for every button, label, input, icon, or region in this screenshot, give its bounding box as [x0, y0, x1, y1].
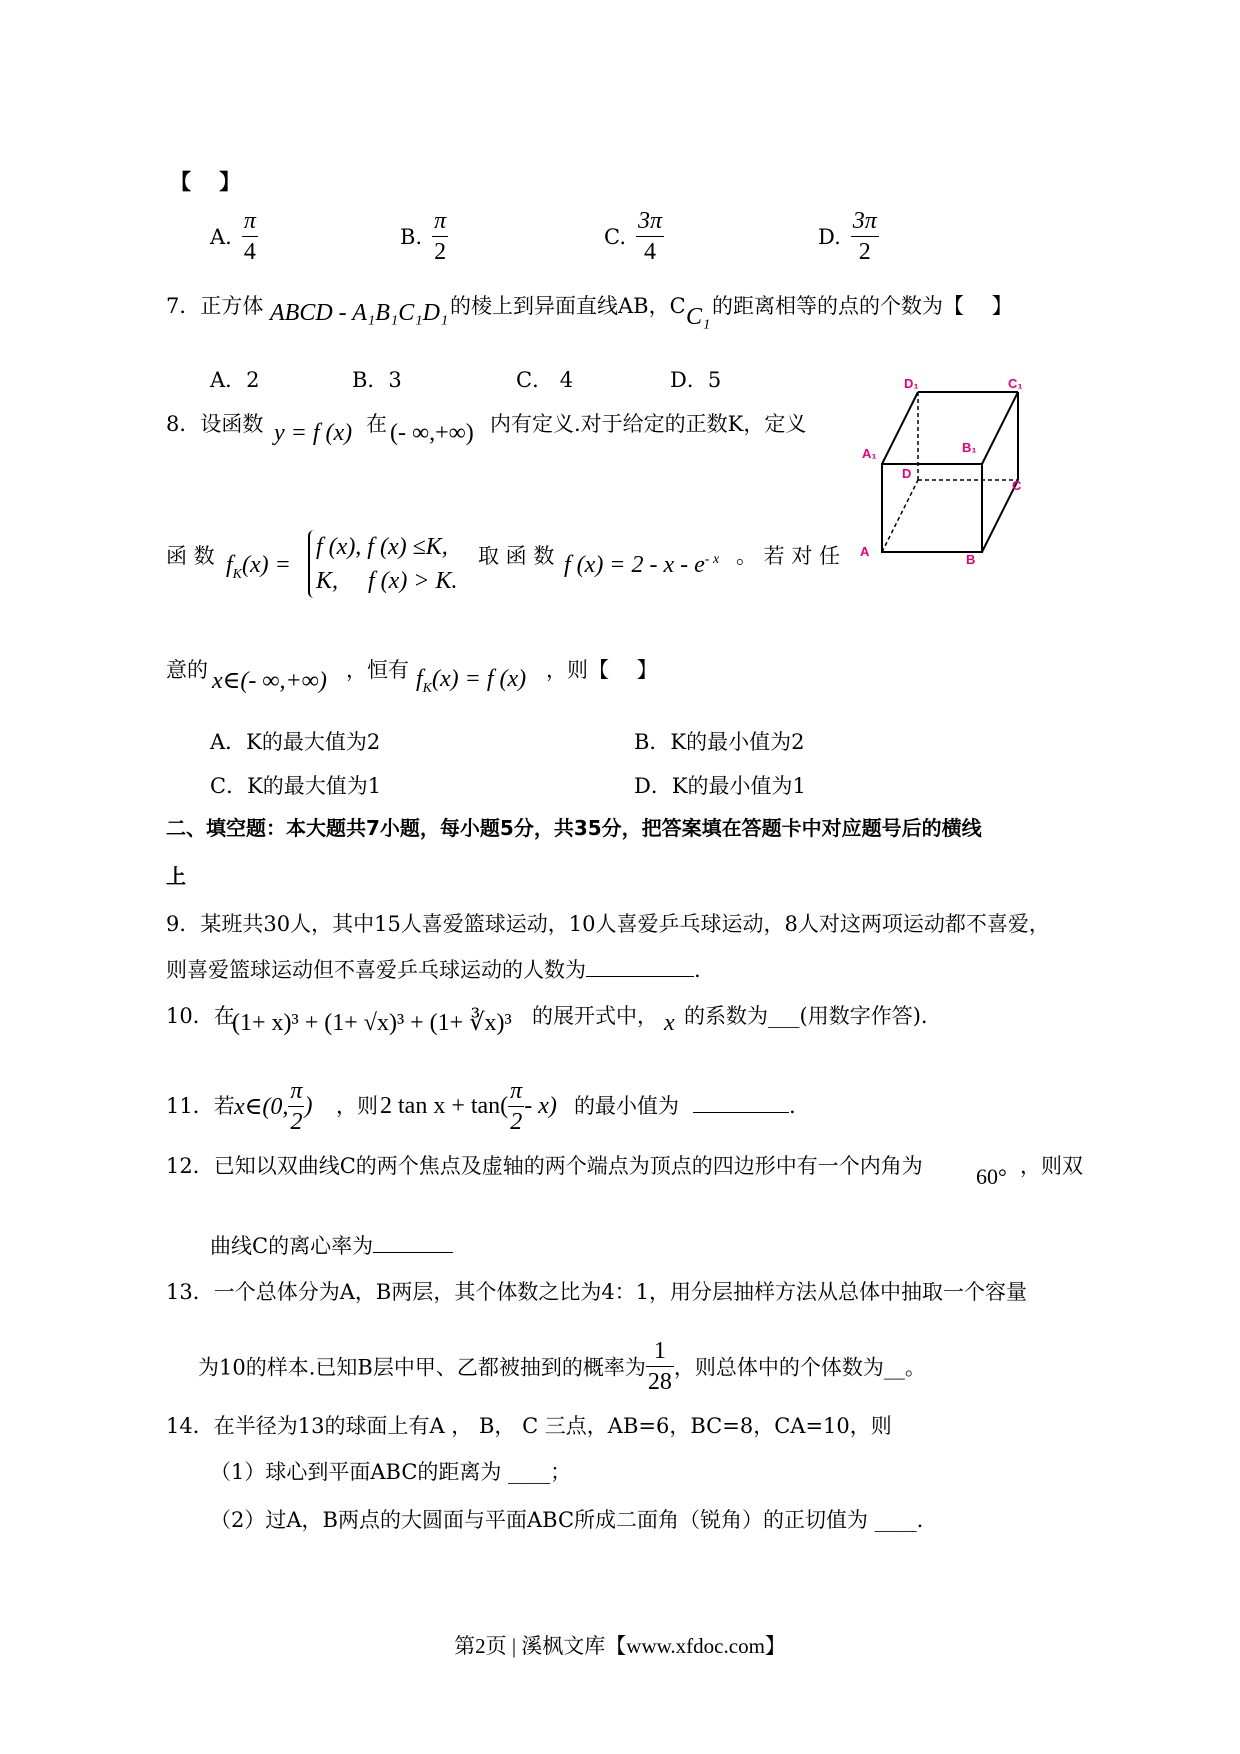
q8-line3-a: 意的 [166, 658, 208, 682]
q7-option-d: D．5 [670, 368, 722, 392]
q7-option-b: B．3 [352, 368, 402, 392]
q14-sub2: （2）过A，B两点的大圆面与平面ABC所成二面角（锐角）的正切值为 ____. [210, 1508, 924, 1532]
q11-expression: 2 tan x + tan( $\frac{\pi}{2}$ - x) [380, 1078, 557, 1135]
q7-option-a: A．2 [210, 368, 260, 392]
section2-title: 二、填空题：本大题共7小题，每小题5分，共35分，把答案填在答题卡中对应题号后的横线 [166, 816, 982, 840]
q8-option-a: A．K的最大值为2 [210, 730, 381, 754]
label-d1: D₁ [904, 376, 919, 391]
q6-option-d: D. $\frac{3\pi}{2}$ [818, 208, 877, 265]
q8-line1-a: 8．设函数 [166, 412, 264, 436]
q8-fk: $f_K(x)$ = [226, 552, 291, 582]
label-a1: A₁ [862, 446, 877, 461]
q8-line1-c: 内有定义.对于给定的正数K，定义 [490, 412, 807, 436]
q12-angle: 60° [976, 1164, 1007, 1189]
q10-prefix: 10．在 [166, 1004, 235, 1028]
page-footer: 第2页 | 溪枫文库【www.xfdoc.com】 [454, 1634, 786, 1658]
edge-ad-hidden [882, 480, 918, 552]
label-a: A [860, 544, 870, 559]
q8-line2-a: 函 数 [166, 544, 215, 568]
q7-c1: C₁ [686, 304, 711, 330]
q7-suffix: 的距离相等的点的个数为【 】 [712, 294, 1013, 318]
q13-line1: 13．一个总体分为A，B两层，其个体数之比为4：1，用分层抽样方法从总体中抽取一个容量 [166, 1280, 1028, 1304]
q11-prefix: 11．若 [166, 1094, 235, 1118]
q10-x: x [664, 1010, 675, 1036]
q8-line1-b: 在 [366, 412, 387, 436]
q12-line1: 12．已知以双曲线C的两个焦点及虚轴的两个端点为顶点的四边形中有一个内角为 [166, 1154, 923, 1178]
q8-piecewise: f (x), f (x) ≤K, K, f (x) > K. [304, 530, 458, 598]
q9-line1: 9．某班共30人，其中15人喜爱篮球运动，10人喜爱乒乓球运动，8人对这两项运动都不喜爱， [166, 912, 1050, 936]
q6-option-a: A. $\frac{\pi}{4}$ [210, 208, 256, 265]
q11-condition: x∈(0, $\frac{\pi}{2}$ ) [234, 1078, 313, 1135]
edge-a1d1 [882, 392, 918, 464]
q14-line1: 14．在半径为13的球面上有A ， B， C 三点，AB=6，BC=8，CA=10，则 [166, 1414, 892, 1438]
label-b: B [966, 552, 976, 567]
q8-domain: (- ∞,+∞) [390, 420, 474, 446]
q7-mid: 的棱上到异面直线AB，C [450, 294, 686, 318]
q6-option-c: C. $\frac{3\pi}{4}$ [604, 208, 663, 265]
q7-option-c: C． 4 [516, 368, 574, 392]
q12-line2: 曲线C的离心率为 [210, 1230, 453, 1260]
label-c: C [1012, 478, 1022, 493]
q8-line2-c: 。 若 对 任 [736, 544, 841, 568]
q8-f-definition: f $(x) = 2 - x - e^{- x}$ [564, 552, 720, 578]
q9-blank [586, 956, 694, 977]
q10-suffix: 的系数为___(用数字作答). [684, 1004, 928, 1028]
q6-answer-bracket: 【 】 [170, 169, 241, 194]
front-face [882, 464, 982, 552]
q8-option-b: B．K的最小值为2 [634, 730, 805, 754]
q11-mid: ，则 [336, 1094, 378, 1118]
q8-line3-c: ，则【 】 [546, 658, 658, 682]
q8-option-d: D．K的最小值为1 [634, 774, 806, 798]
q7-prefix: 7．正方体 [166, 294, 264, 318]
q12-blank [373, 1232, 453, 1253]
label-b1: B₁ [962, 440, 977, 455]
q12-line1-end: ，则双 [1020, 1154, 1083, 1178]
q10-expression: (1+ x)³ + (1+ √x)³ + (1+ ∛x)³ [232, 1010, 512, 1036]
q8-function: y = f (x) [274, 420, 353, 446]
q9-line2: 则喜爱篮球运动但不喜爱乒乓球运动的人数为 . [166, 958, 701, 982]
q14-sub1: （1）球心到平面ABC的距离为 ____； [210, 1460, 572, 1484]
q10-mid: 的展开式中， [532, 1004, 658, 1028]
q13-line2: 为10的样本.已知B层中甲、乙都被抽到的概率为 $\frac{1}{28}$ ，则总体中的个体数为__。 [198, 1338, 926, 1395]
label-d: D [902, 466, 912, 481]
label-c1: C₁ [1008, 376, 1023, 391]
q7-cube-name: ABCD - A₁B₁C₁D₁ [270, 300, 449, 326]
q8-fk-equals-f: $f_K(x) = f$ (x) [416, 666, 527, 696]
edge-b1c1 [982, 392, 1018, 464]
section2-title-cont: 上 [166, 864, 186, 888]
q6-option-b: B. $\frac{\pi}{2}$ [400, 208, 447, 265]
q8-option-c: C．K的最大值为1 [210, 774, 382, 798]
q8-line2-b: 取 函 数 [478, 544, 555, 568]
cube-figure [850, 372, 1050, 572]
q8-line3-b: ，恒有 [346, 658, 409, 682]
q11-suffix: 的最小值为 . [574, 1094, 796, 1118]
q11-blank [693, 1092, 789, 1113]
q8-x-domain: x∈(- ∞,+∞) [212, 668, 327, 694]
